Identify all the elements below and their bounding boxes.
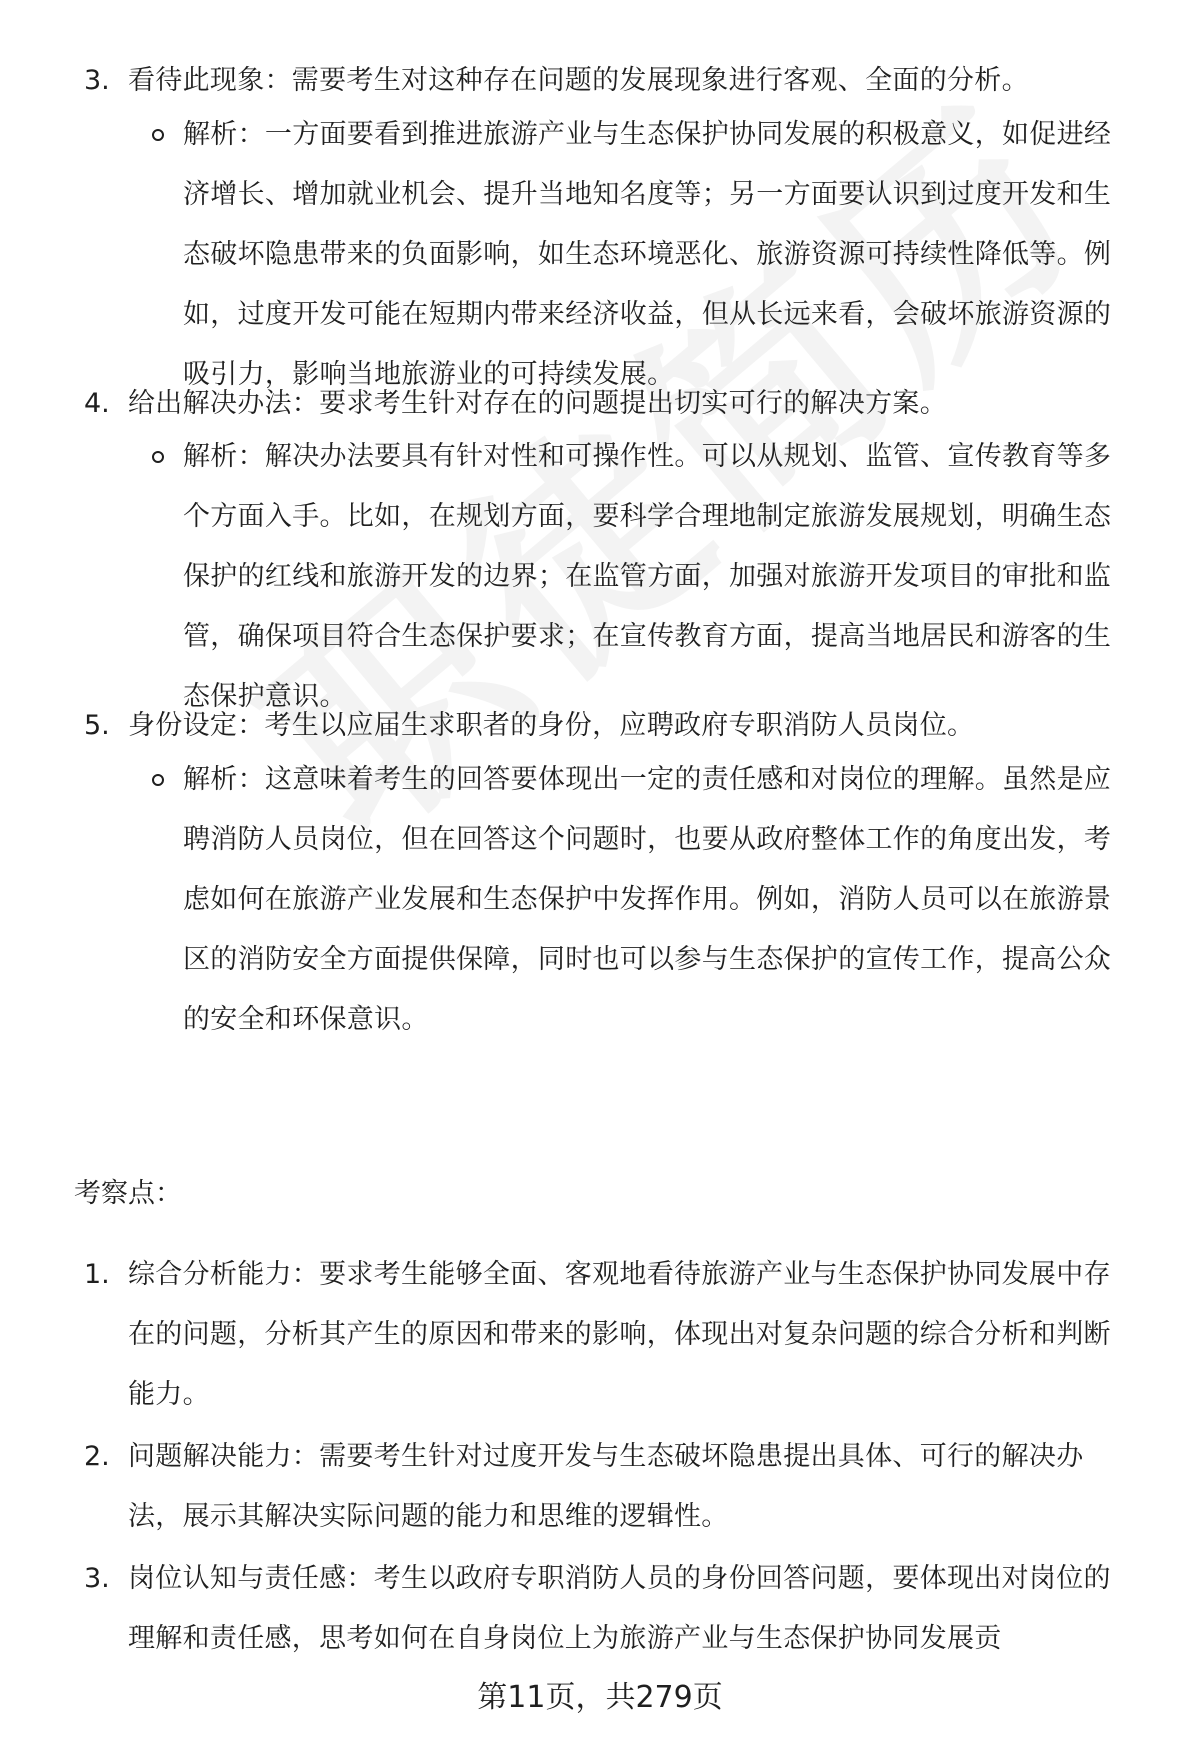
list-item-text: 给出解决办法：要求考生针对存在的问题提出切实可行的解决方案。 — [128, 388, 947, 419]
circle-bullet-icon — [152, 129, 164, 141]
list-item-text: 岗位认知与责任感：考生以政府专职消防人员的身份回答问题，要体现出对岗位的理解和责任感，思考如何在自身岗位上为旅游产业与生态保护协同发展贡 — [128, 1563, 1111, 1654]
list-number: 5. — [84, 710, 110, 741]
list-item-text: 身份设定：考生以应届生求职者的身份，应聘政府专职消防人员岗位。 — [128, 710, 975, 741]
list-item-text: 问题解决能力：需要考生针对过度开发与生态破坏隐患提出具体、可行的解决办法，展示其解决实际问题的能力和思维的逻辑性。 — [128, 1441, 1084, 1532]
list-number: 3. — [84, 65, 110, 96]
list-number: 3. — [84, 1563, 110, 1594]
circle-bullet-icon — [152, 774, 164, 786]
list-item-text: 综合分析能力：要求考生能够全面、客观地看待旅游产业与生态保护协同发展中存在的问题，分析其产生的原因和带来的影响，体现出对复杂问题的综合分析和判断能力。 — [128, 1259, 1111, 1410]
sub-item-text: 解析：一方面要看到推进旅游产业与生态保护协同发展的积极意义，如促进经济增长、增加就业机会、提升当地知名度等；另一方面要认识到过度开发和生态破坏隐患带来的负面影响，如生态环境恶化、旅游资源可持续性降低等。例如，过度开发可能在短期内带来经济收益，但从长远来看，会破坏旅游资源的吸引力，影响当地旅游业的可持续发展。 — [183, 119, 1112, 390]
list-number: 4. — [84, 388, 110, 419]
list-number: 2. — [84, 1441, 110, 1472]
list-number: 1. — [84, 1259, 110, 1290]
list-item-text: 看待此现象：需要考生对这种存在问题的发展现象进行客观、全面的分析。 — [128, 65, 1029, 96]
sub-item-text: 解析：这意味着考生的回答要体现出一定的责任感和对岗位的理解。虽然是应聘消防人员岗位，但在回答这个问题时，也要从政府整体工作的角度出发，考虑如何在旅游产业发展和生态保护中发挥作用。例如，消防人员可以在旅游景区的消防安全方面提供保障，同时也可以参与生态保护的宣传工作，提高公众的安全和环保意识。 — [183, 764, 1112, 1035]
sub-item-text: 解析：解决办法要具有针对性和可操作性。可以从规划、监管、宣传教育等多个方面入手。比如，在规划方面，要科学合理地制定旅游发展规划，明确生态保护的红线和旅游开发的边界；在监管方面，加强对旅游开发项目的审批和监管，确保项目符合生态保护要求；在宣传教育方面，提高当地居民和游客的生态保护意识。 — [183, 441, 1112, 712]
page-number-footer: 第11页，共279页 — [477, 1680, 723, 1715]
circle-bullet-icon — [152, 451, 164, 463]
section-heading: 考察点： — [74, 1178, 182, 1209]
